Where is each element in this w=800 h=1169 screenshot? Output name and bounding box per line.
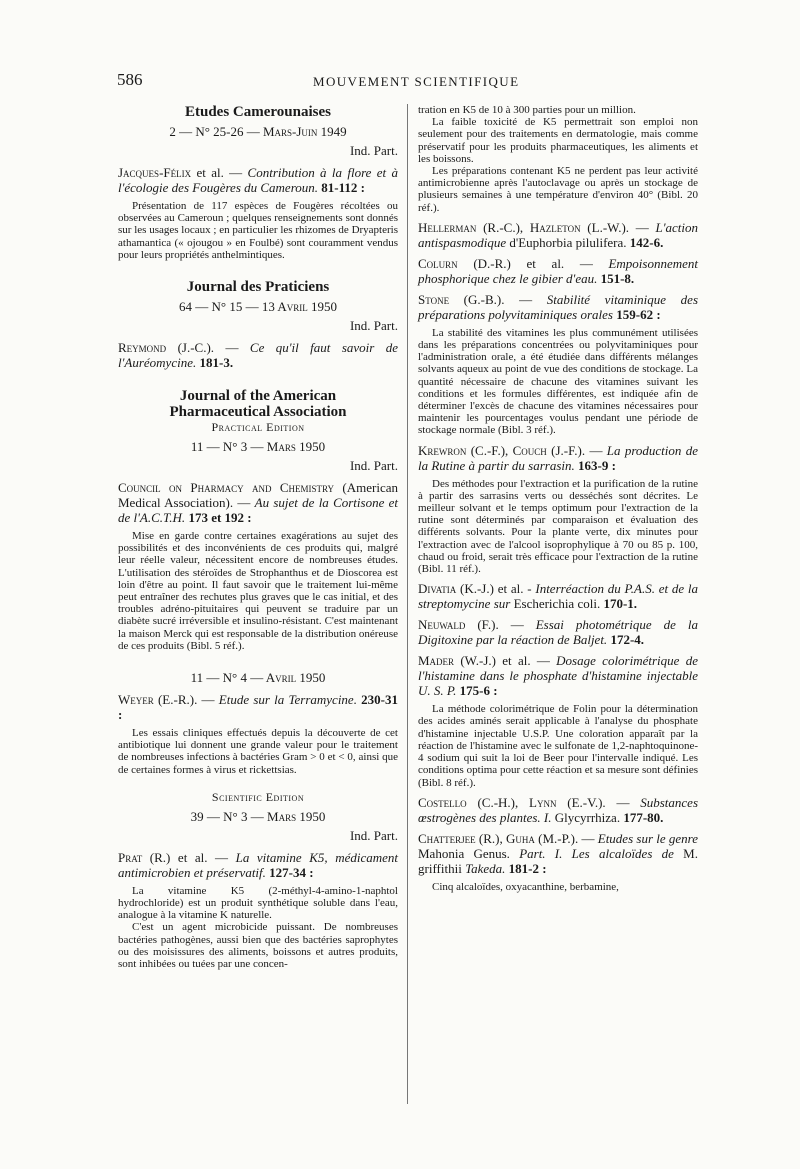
entry-title: La production de la Rutine à partir du sarrasin. <box>418 442 699 473</box>
right-column <box>418 104 698 893</box>
entry-author: Colurn (D.-R.) <box>418 255 511 271</box>
entry-title: Contribution à la flore et à l'écologie des Fougères du Cameroun. <box>118 165 398 195</box>
entry-species: M. griffithii <box>418 845 698 876</box>
bibliographic-entry <box>118 692 398 722</box>
entry-summary: La méthode colorimétrique de Folin pour la détermination des acides aminés serait applicable à l'analyse du phosphate d'histamine injectable U.S.P. Une coloration apparaît par la réaction de l'histamine avec le sulfonate de 1,2-naphtoquinone-4 sodium qui suit la loi de Beer pour l'intervalle indiqué. Les conditions optima pour cette réaction et sa mesure sont définies (Bibl. 8 réf.). <box>418 703 698 789</box>
entry-title: Au sujet de la Cortisone et de l'A.C.T.H. <box>118 495 398 526</box>
entry-author: Costello (C.-H.), Lynn (E.-V.). <box>418 794 606 810</box>
entry-title: Dosage colorimétrique de l'histamine dans le phosphate d'histamine injectable U. S. P. <box>418 653 699 699</box>
entry-pages: 170-1. <box>600 596 638 612</box>
index-part: Ind. Part. <box>349 143 398 158</box>
bibliographic-entry <box>418 256 698 286</box>
entry-summary: Cinq alcaloïdes, oxyacanthine, berbamine, <box>432 880 619 893</box>
entry-author: Prat (R.) <box>118 849 171 865</box>
running-title: MOUVEMENT SCIENTIFIQUE <box>313 74 520 89</box>
entry-author: Stone (G.-B.). <box>418 291 505 307</box>
entry-species: Escherichia coli. <box>510 596 601 612</box>
entry-species: d'Euphorbia pilulifera. <box>506 234 627 250</box>
entry-author: Jacques-Félix <box>118 165 192 180</box>
index-part: Ind. Part. <box>349 827 398 843</box>
entry-sep: — <box>214 340 250 356</box>
entry-title: Essai photométrique de la Digitoxine par la réaction de Baljet. <box>418 617 699 648</box>
bibliographic-entry <box>118 480 398 525</box>
entry-title: Substances œstrogènes des plantes. I. <box>418 794 699 825</box>
entry-sep: — <box>498 617 536 633</box>
column-divider <box>407 104 408 1104</box>
entry-title-part: Part. I. Les alcaloïdes de <box>509 845 674 861</box>
section-title: Journal of the American <box>179 388 337 405</box>
entry-title: La vitamine K5, médicament antimicrobien et préservatif. <box>118 849 398 880</box>
summary-continuation: Les préparations contenant K5 ne perdent pas leur activité antimicrobienne après l'autoclavage ou après un stockage de plusieurs semaines à une température d'environ 40° (Bibl. 20 réf.). <box>418 165 698 214</box>
index-part: Ind. Part. <box>349 318 398 334</box>
entry-pages: 177-80. <box>620 809 664 825</box>
entry-sep: — <box>629 219 656 235</box>
entry-pages: 127-34 : <box>265 864 314 880</box>
entry-sep: — <box>504 291 547 307</box>
section-title-line2: Pharmaceutical Association <box>169 404 347 421</box>
section-title: Journal des Praticiens <box>186 279 330 296</box>
entry-summary: La vitamine K5 (2-méthyl-4-amino-1-naphtol hydrochloride) est un produit synthétique soluble dans l'eau, analogue à la vitamine K naturelle. <box>118 884 398 922</box>
entry-title: L'action antispasmodique <box>418 219 698 250</box>
entry-etal: et al. — <box>170 849 236 865</box>
entry-summary: La stabilité des vitamines les plus communément utilisées dans les préparations concentrées ou polyvitaminiques pour l'administration orale, a été étudiée dans différents mélanges solvants aqueux au point de vue des conditions de stockage. La quantité nécessaire de chacune des vitamines suivant les conditions et les formules différentes, est indiquée afin de déterminer l'excès de chacune des vitamines nécessaires pour maintenir les pourcentages voulus pendant une période de stockage normale (Bibl. 3 réf.). <box>418 326 698 437</box>
issue-line: 11 — N° 4 — Avril 1950 <box>190 670 326 686</box>
summary-continuation: La faible toxicité de K5 permettrait son emploi non seulement pour des traitements en dermatologie, mais comme préservatif pour les produits pharmaceutiques, les aliments et les boissons. <box>418 116 698 165</box>
entry-author: Mader (W.-J.) <box>418 653 496 669</box>
summary-continuation: tration en K5 de 10 à 300 parties pour un million. <box>418 104 636 116</box>
bibliographic-entry <box>418 617 698 647</box>
entry-sep: — <box>578 830 598 846</box>
bibliographic-entry <box>418 653 698 698</box>
entry-pages: 175-6 : <box>456 683 498 699</box>
entry-title: Stabilité vitaminique des préparations polyvitaminiques orales <box>418 291 699 322</box>
entry-summary: Présentation de 117 espèces de Fougères récoltées ou observées au Cameroun ; quelques renseignements sont donnés sur les usages locaux ; en particulier les rhizomes de Dryapteris athamantica (« ojougou » en Foulbé) sont couramment vendus pour leurs propriétés anthelmintiques. <box>118 200 398 261</box>
entry-pages: 151-8. <box>597 270 635 286</box>
bibliographic-entry <box>418 443 698 473</box>
entry-species: Glycyrrhiza. <box>551 809 621 825</box>
entry-pages: 142-6. <box>626 234 664 250</box>
bibliographic-entry <box>118 165 398 195</box>
entry-etal: et al. — <box>495 653 557 669</box>
issue-line: 39 — N° 3 — Mars 1950 <box>190 808 326 824</box>
entry-etal: et al. — <box>510 255 609 271</box>
index-part: Ind. Part. <box>349 458 398 474</box>
entry-pages: 172-4. <box>607 632 645 648</box>
entry-sep: — <box>585 442 607 458</box>
entry-author: Krewron (C.-F.), Couch (J.-F.). <box>418 442 586 458</box>
entry-species: Mahonia Genus. <box>418 845 510 861</box>
entry-pages: 173 et 192 : <box>185 510 252 526</box>
entry-author: Hellerman (R.-C.), Hazleton (L.-W.). <box>418 219 630 235</box>
bibliographic-entry <box>418 831 698 876</box>
entry-title: Ce qu'il faut savoir de l'Auréomycine. <box>118 340 399 371</box>
entry-author: Reymond (J.-C.). <box>118 340 215 356</box>
entry-author: Divatia (K.-J.) <box>418 581 494 597</box>
entry-summary: C'est un agent microbicide puissant. De nombreuses bactéries pathogènes, aussi bien que des bactéries saprophytes ou des moisissures des aliments, boissons et autres produits, sont inhibées ou tuées par une concen- <box>118 921 398 971</box>
entry-title: Interréaction du P.A.S. et de la streptomycine sur <box>418 581 699 612</box>
issue-line: 64 — N° 15 — 13 Avril 1950 <box>178 299 337 315</box>
bibliographic-entry <box>118 850 398 880</box>
bibliographic-entry <box>118 340 398 370</box>
edition-label: Scientific Edition <box>211 789 305 804</box>
entry-etal: et al. — <box>191 165 248 180</box>
entry-author: Neuwald (F.). <box>418 617 499 633</box>
entry-sep: — <box>605 794 641 810</box>
bibliographic-entry <box>418 220 698 250</box>
entry-title: Empoisonnement phosphorique chez le gibier d'eau. <box>418 255 699 286</box>
entry-pages: 159-62 : <box>613 306 661 322</box>
issue-line: 2 — N° 25-26 — Mars-Juin 1949 <box>169 124 347 139</box>
entry-title-part: Takeda. <box>461 860 506 876</box>
entry-etal: et al. - <box>493 581 536 597</box>
entry-summary: Des méthodes pour l'extraction et la purification de la rutine à partir des sarrasins verts ou desséchés sont décrites. Le meilleur solvant et le temps optimum pour l'extraction de la rutine sont déterminés par comparaison et évaluation des différents solvants. Pour la plante verte, dix minutes pour l'extraction avec de l'alcool isoprophylique à 70 ou 85 p. 100, chaud ou froid, serait très efficace pour l'extraction de la rutine (Bibl. 11 réf.). <box>418 477 698 576</box>
entry-title: Etudes sur le genre <box>597 830 699 846</box>
issue-line: 11 — N° 3 — Mars 1950 <box>190 439 326 455</box>
entry-org: (American Medical Association). — <box>118 480 398 511</box>
entry-pages: 163-9 : <box>574 457 616 473</box>
entry-pages: 230-31 : <box>118 692 399 723</box>
left-column <box>118 104 398 970</box>
bibliographic-entry <box>418 292 698 322</box>
entry-summary: Les essais cliniques effectués depuis la découverte de cet antibiotique lui donnent une grande valeur pour le traitement de nombreuses infections à bactéries Gram > 0 et < 0, ainsi que de certaines formes à virus et rickettsias. <box>118 727 398 776</box>
bibliographic-entry <box>418 581 698 611</box>
page-number: 586 <box>117 70 143 89</box>
entry-pages: 181-2 : <box>505 860 547 876</box>
entry-author: Council on Pharmacy and Chemistry <box>118 480 335 496</box>
section-title: Etudes Camerounaises <box>185 104 331 120</box>
entry-title: Etude sur la Terramycine. <box>218 692 357 708</box>
entry-summary: Mise en garde contre certaines exagérations au sujet des possibilités et des inconvénients de ces produits qui, malgré leur réelle valeur, nécessitent encore de nombreuses études. L'utilisation des stéroïdes de Strophanthus et de Dioscorea est loin d'être au point. Il faut savoir que le traitement lui-même peut entraîner des rechutes plus graves que le cas initial, et des troubles adréno-pituitaires qui peuvent se traduire par un diabète sucré irréversible et insulino-résistant. C'est maintenant la maison Merck qui est responsable de la distribution onéreuse de ces produits (Bibl. 5 réf.). <box>118 530 398 652</box>
bibliographic-entry <box>418 795 698 825</box>
entry-author: Chatterjee (R.), Guha (M.-P.). <box>418 830 579 846</box>
edition-label: Practical Edition <box>211 420 305 435</box>
entry-sep: — <box>197 692 219 708</box>
entry-pages: 181-3. <box>196 355 234 371</box>
entry-author: Weyer (E.-R.). <box>118 692 198 708</box>
entry-pages: 81-112 : <box>318 180 365 195</box>
